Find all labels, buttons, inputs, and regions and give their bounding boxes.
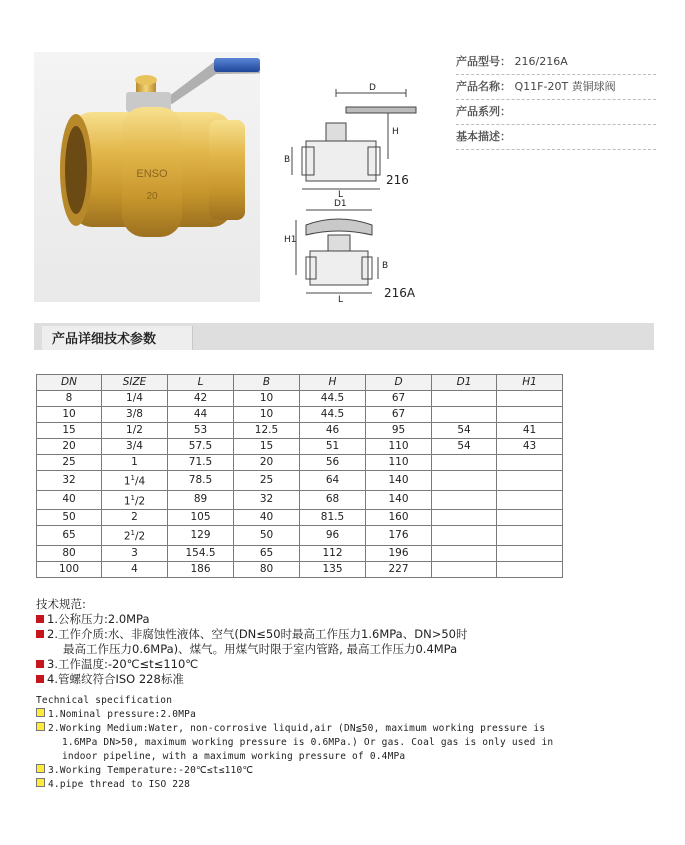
yellow-bullet-icon — [36, 764, 45, 773]
table-cell: 25 — [37, 455, 102, 471]
table-cell — [432, 391, 497, 407]
cn-spec-notes — [36, 597, 467, 687]
table-row — [37, 439, 563, 455]
table-cell: 57.5 — [168, 439, 234, 455]
table-cell: 196 — [366, 545, 432, 561]
col-header: D1 — [432, 375, 497, 391]
table-cell: $1^1/2$ — [102, 490, 168, 510]
table-cell: 67 — [366, 407, 432, 423]
table-cell: 1 — [102, 455, 168, 471]
cn-note-text: 4.管螺纹符合ISO 228标准 — [47, 672, 184, 686]
dim-label-l2: L — [338, 295, 344, 305]
table-cell: 129 — [168, 526, 234, 546]
table-row — [37, 391, 563, 407]
cn-note — [36, 627, 467, 642]
col-header: D — [366, 375, 432, 391]
col-header: H1 — [497, 375, 563, 391]
table-cell: 20 — [234, 455, 300, 471]
table-cell: 80 — [37, 545, 102, 561]
table-row — [37, 561, 563, 577]
section-header — [34, 323, 654, 350]
table-cell — [497, 455, 563, 471]
table-cell: 68 — [300, 490, 366, 510]
dim-label-l: L — [338, 190, 344, 200]
cn-note-text: 1.公称压力:2.0MPa — [47, 612, 150, 626]
table-cell: 32 — [234, 490, 300, 510]
info-model-row — [456, 50, 656, 75]
en-note-text: 3.Working Temperature:-20℃≤t≤110℃ — [48, 765, 254, 776]
product-photo — [34, 52, 260, 302]
table-cell: 32 — [37, 471, 102, 491]
drawing-label-216a: 216A — [384, 286, 416, 300]
table-cell: 100 — [37, 561, 102, 577]
table-cell: 4 — [102, 561, 168, 577]
table-cell: 53 — [168, 423, 234, 439]
table-cell: 89 — [168, 490, 234, 510]
table-cell — [497, 561, 563, 577]
table-cell: 43 — [497, 439, 563, 455]
table-cell — [432, 526, 497, 546]
table-cell — [497, 471, 563, 491]
table-row — [37, 526, 563, 546]
col-header: H — [300, 375, 366, 391]
table-cell: 3/4 — [102, 439, 168, 455]
info-desc-row — [456, 125, 656, 150]
dim-label-b: B — [284, 155, 291, 165]
table-cell: 8 — [37, 391, 102, 407]
table-cell — [497, 526, 563, 546]
yellow-bullet-icon — [36, 708, 45, 717]
table-cell: 54 — [432, 439, 497, 455]
table-cell: 2 — [102, 510, 168, 526]
table-cell: 186 — [168, 561, 234, 577]
en-spec-notes — [36, 694, 553, 792]
table-cell: 10 — [234, 391, 300, 407]
section-title: 产品详细技术参数 — [52, 332, 157, 347]
table-cell: 20 — [37, 439, 102, 455]
model-value: 216/216A — [514, 55, 568, 68]
table-cell: 65 — [37, 526, 102, 546]
table-cell: 51 — [300, 439, 366, 455]
en-note-text: 1.Nominal pressure:2.0MPa — [48, 709, 196, 720]
table-cell: 44.5 — [300, 391, 366, 407]
table-cell: 1/4 — [102, 391, 168, 407]
table-cell: 65 — [234, 545, 300, 561]
brass-ball-valve-image — [34, 52, 260, 302]
dim-label-h1: H1 — [284, 235, 297, 245]
table-cell: 3/8 — [102, 407, 168, 423]
desc-label: 基本描述： — [456, 130, 511, 143]
en-note-continued: indoor pipeline, with a maximum working pressure of 0.4MPa — [62, 751, 406, 762]
info-series-row — [456, 100, 656, 125]
dim-label-d1: D1 — [334, 199, 347, 209]
cn-note — [36, 612, 467, 627]
en-note — [36, 722, 553, 736]
cn-note — [36, 672, 467, 687]
table-row — [37, 545, 563, 561]
drawing-label-216: 216 — [386, 173, 409, 187]
dimension-drawings — [266, 75, 426, 310]
name-label: 产品名称： — [456, 80, 511, 93]
table-cell: 25 — [234, 471, 300, 491]
table-cell: 105 — [168, 510, 234, 526]
spec-table — [36, 374, 563, 578]
red-bullet-icon — [36, 615, 44, 623]
table-cell: 10 — [37, 407, 102, 423]
table-cell: 227 — [366, 561, 432, 577]
table-cell: 80 — [234, 561, 300, 577]
en-note — [36, 778, 553, 792]
table-cell: 110 — [366, 439, 432, 455]
table-row — [37, 490, 563, 510]
table-cell: 15 — [37, 423, 102, 439]
table-body — [37, 391, 563, 578]
table-cell — [432, 407, 497, 423]
col-header: L — [168, 375, 234, 391]
table-row — [37, 471, 563, 491]
table-cell: 1/2 — [102, 423, 168, 439]
table-cell: 71.5 — [168, 455, 234, 471]
table-cell: 140 — [366, 490, 432, 510]
table-cell: 95 — [366, 423, 432, 439]
en-note — [36, 708, 553, 722]
col-header: B — [234, 375, 300, 391]
col-header: DN — [37, 375, 102, 391]
technical-drawing — [266, 75, 426, 310]
table-cell: 160 — [366, 510, 432, 526]
en-note-text: 2.Working Medium:Water, non-corrosive liquid,air (DN≦50, maximum working pressure is — [48, 723, 546, 734]
table-cell: 3 — [102, 545, 168, 561]
en-note-continued: 1.6MPa DN>50, maximum working pressure is 0.6MPa.) Or gas. Coal gas is only used in — [62, 737, 554, 748]
model-label: 产品型号： — [456, 55, 511, 68]
table-cell: 78.5 — [168, 471, 234, 491]
yellow-bullet-icon — [36, 722, 45, 731]
table-cell: 50 — [234, 526, 300, 546]
table-cell: 46 — [300, 423, 366, 439]
product-info — [456, 50, 656, 150]
table-cell: 154.5 — [168, 545, 234, 561]
name-value: Q11F-20T 黄铜球阀 — [514, 80, 616, 93]
table-cell — [497, 391, 563, 407]
table-cell — [432, 490, 497, 510]
table-cell: $1^1/4$ — [102, 471, 168, 491]
table-cell — [432, 455, 497, 471]
table-cell: 50 — [37, 510, 102, 526]
en-note — [36, 764, 553, 778]
yellow-bullet-icon — [36, 778, 45, 787]
table-cell — [497, 510, 563, 526]
red-bullet-icon — [36, 675, 44, 683]
table-cell — [432, 561, 497, 577]
red-bullet-icon — [36, 660, 44, 668]
table-cell: 42 — [168, 391, 234, 407]
table-cell: 40 — [37, 490, 102, 510]
table-cell: 41 — [497, 423, 563, 439]
dim-label-d: D — [369, 83, 376, 93]
en-notes-heading: Technical specification — [36, 695, 173, 706]
table-cell: 12.5 — [234, 423, 300, 439]
table-cell — [497, 490, 563, 510]
cn-note-text: 3.工作温度:-20℃≤t≤110℃ — [47, 657, 199, 671]
table-cell: 40 — [234, 510, 300, 526]
info-name-row — [456, 75, 656, 100]
table-cell: 10 — [234, 407, 300, 423]
table-cell: 112 — [300, 545, 366, 561]
cn-note-continued: 最高工作压力0.6MPa)、煤气。用煤气时限于室内管路, 最高工作压力0.4MPa — [63, 642, 458, 656]
table-cell: 81.5 — [300, 510, 366, 526]
table-cell: $2^1/2$ — [102, 526, 168, 546]
cn-note-text: 2.工作介质:水、非腐蚀性液体、空气(DN≤50时最高工作压力1.6MPa、DN>50时 — [47, 627, 468, 641]
table-cell — [497, 545, 563, 561]
table-cell: 56 — [300, 455, 366, 471]
series-label: 产品系列： — [456, 105, 511, 118]
table-cell — [432, 545, 497, 561]
table-cell: 140 — [366, 471, 432, 491]
table-cell: 15 — [234, 439, 300, 455]
table-cell: 96 — [300, 526, 366, 546]
cn-note — [36, 657, 467, 672]
table-row — [37, 455, 563, 471]
table-cell — [432, 510, 497, 526]
table-cell: 110 — [366, 455, 432, 471]
table-row — [37, 510, 563, 526]
cn-notes-heading: 技术规范: — [36, 597, 86, 611]
table-cell: 44 — [168, 407, 234, 423]
table-cell — [432, 471, 497, 491]
table-cell: 176 — [366, 526, 432, 546]
dim-label-h: H — [392, 127, 399, 137]
red-bullet-icon — [36, 630, 44, 638]
table-cell: 54 — [432, 423, 497, 439]
dim-label-b2: B — [382, 261, 389, 271]
table-row — [37, 407, 563, 423]
table-cell: 67 — [366, 391, 432, 407]
table-row — [37, 423, 563, 439]
en-note-text: 4.pipe thread to ISO 228 — [48, 779, 191, 790]
table-cell: 64 — [300, 471, 366, 491]
col-header: SIZE — [102, 375, 168, 391]
table-cell: 135 — [300, 561, 366, 577]
valve-body-size: 20 — [146, 191, 158, 202]
table-cell: 44.5 — [300, 407, 366, 423]
valve-body-brand: ENSO — [136, 168, 168, 180]
table-header-row — [37, 375, 563, 391]
table-cell — [497, 407, 563, 423]
